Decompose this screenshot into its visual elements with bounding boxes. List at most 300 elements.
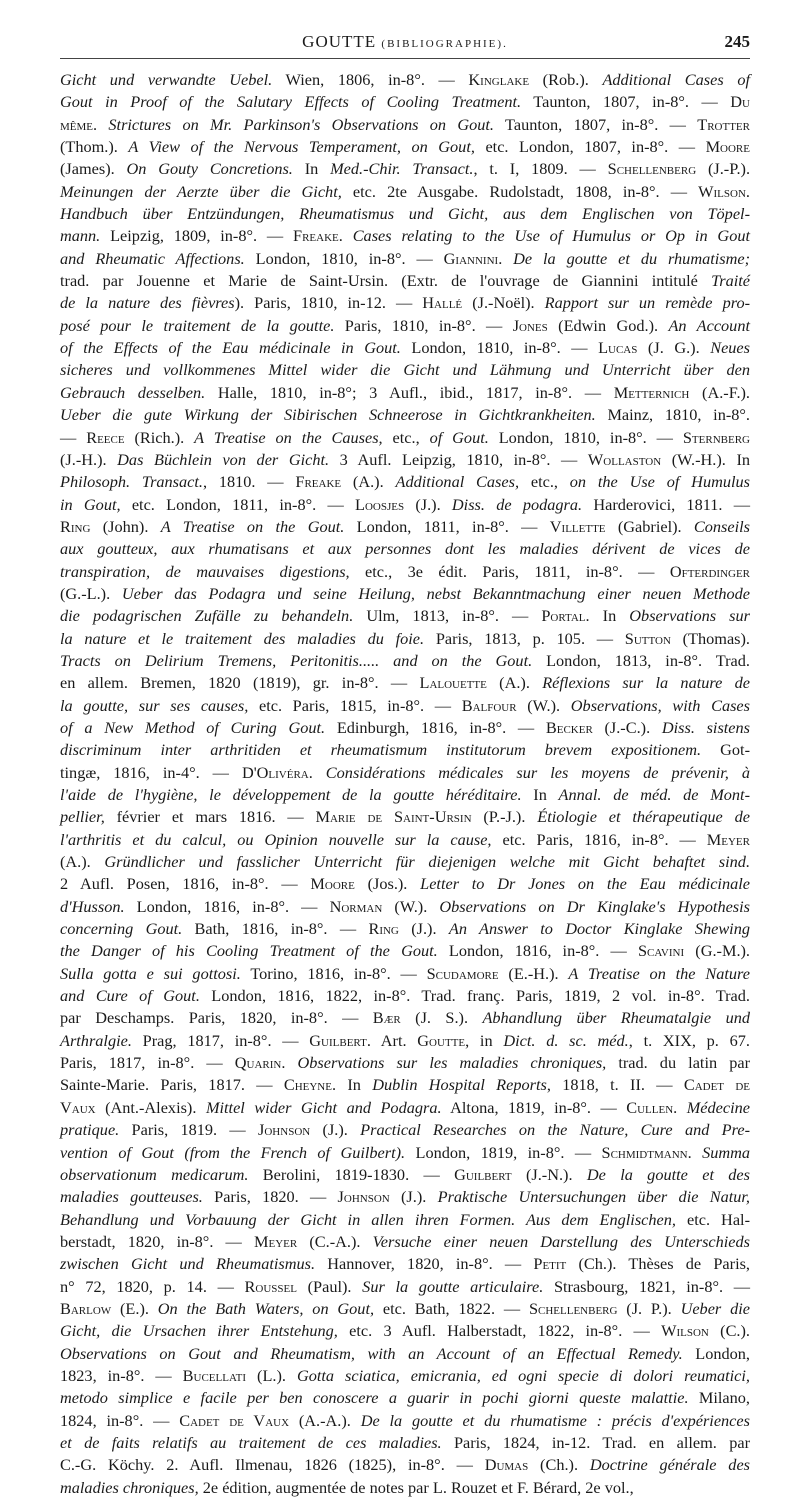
author-name: Roussel <box>244 1276 297 1296</box>
italic-title: Gebrauch desselben. <box>60 382 206 402</box>
italic-title: maladies goutteuses. <box>60 1187 203 1207</box>
author-name: Bær <box>372 1008 401 1028</box>
text-segment: , in <box>465 1030 504 1050</box>
text-segment: (Jos.). <box>354 874 421 894</box>
author-name: Lucas <box>598 338 638 358</box>
text-line <box>60 1410 750 1432</box>
italic-title: vention of Gout (from the French of Guilbert). <box>60 1142 406 1162</box>
text-line <box>60 225 750 247</box>
author-name: Meyer <box>254 1231 298 1251</box>
author-name: Barlow <box>60 1298 112 1318</box>
text-line <box>60 1432 750 1454</box>
italic-title: Ueber die gute Wirkung der Sibirischen Schneerose in Gichtkrankheiten. <box>60 405 596 425</box>
italic-title: Versuche einer neuen Darstellung des Unterschieds <box>372 1231 751 1251</box>
text-segment: trad. par Jouenne et Marie de Saint-Ursin. (Extr. de l'ouvrage de Giannini intitulé <box>60 271 712 291</box>
text-line <box>60 1007 750 1029</box>
italic-title: Philosoph. Transact. <box>60 472 203 492</box>
author-name: Wilson <box>661 1321 709 1341</box>
italic-title: Rapport sur un remède pro- <box>544 293 751 313</box>
text-segment: trad. du latin par <box>606 1053 751 1073</box>
text-segment: etc. London, 1807, in-8°. — <box>474 137 706 157</box>
italic-title: Observations sur les maladies chroniques, <box>297 1053 607 1073</box>
text-segment: Paris, 1813, p. 105. — <box>424 628 625 648</box>
text-line <box>60 494 750 516</box>
italic-title: on the Use of Humulus <box>569 472 750 492</box>
italic-title: Praktische Untersuchungen über die Natur, <box>437 1187 750 1207</box>
text-segment: etc. 2te Ausgabe. Rudolstadt, 1808, in-8°. — <box>341 181 699 201</box>
italic-title: Gicht und verwandte Uebel. <box>60 70 273 89</box>
text-segment: par Deschamps. Paris, 1820, in-8°. — <box>60 1008 373 1028</box>
italic-title: Ueber das Podagra und seine Heilung, nebst Bekanntmachung einer neuen Methode <box>121 583 751 603</box>
text-segment: (J. S.). <box>400 1008 483 1028</box>
text-segment: In <box>521 785 559 804</box>
italic-title: Observations on Gout and Rheumatism, with an Account of an Effectual Remedy. <box>60 1343 683 1363</box>
italic-title: observationum medicarum. <box>60 1164 249 1184</box>
text-segment: (A.). <box>341 472 396 492</box>
author-name: D'Olivéra <box>241 762 309 782</box>
italic-title: De la goutte et du rhumatisme : précis d'expériences <box>360 1410 750 1430</box>
text-line <box>60 158 750 180</box>
text-segment: Leipzig, 1809, in-8°. — <box>100 226 294 246</box>
text-segment: (Thomas). <box>670 628 751 648</box>
italic-title: Med.-Chir. Transact. <box>330 159 474 179</box>
text-segment: (James). <box>60 159 127 179</box>
italic-title: Practical Researches on the Nature, Cure and Pre- <box>360 1120 750 1140</box>
text-line <box>60 1186 750 1208</box>
italic-title: A Treatise on the Causes, <box>194 427 383 447</box>
text-segment: — <box>60 427 87 447</box>
italic-title: of the Effects of the Eau médicinale in Gout. <box>60 338 401 358</box>
text-line <box>60 1209 750 1231</box>
text-segment: London, 1810, in-8°. — <box>400 338 599 358</box>
text-line <box>60 1298 750 1320</box>
italic-title: Cases relating to the Use of Humulus or Op in Gout <box>352 226 750 246</box>
text-line <box>60 873 750 895</box>
italic-title: Letter to Dr Jones on the Eau médicinale <box>420 874 750 894</box>
text-line <box>60 69 750 91</box>
text-segment: etc. Hal- <box>675 1209 750 1229</box>
italic-title: On Gouty Concretions. <box>126 159 293 179</box>
text-line <box>60 1142 750 1164</box>
text-line <box>60 136 750 158</box>
italic-title: Additional Cases, <box>395 472 520 492</box>
italic-title: A Treatise on the Nature <box>568 963 750 983</box>
italic-title: A Treatise on the Gout. <box>160 516 345 536</box>
text-segment: . <box>281 1053 298 1073</box>
author-name: Becker <box>545 717 593 737</box>
author-name: Schellenberg <box>528 1298 618 1318</box>
italic-title: Additional Cases of <box>602 70 750 89</box>
text-segment: London, 1813, in-8°. Trad. <box>532 650 750 670</box>
text-segment: (W.). <box>516 695 571 715</box>
italic-title: Étiologie et thérapeutique de <box>537 807 750 827</box>
text-line <box>60 1052 750 1074</box>
text-line <box>60 829 750 851</box>
italic-title: of Gout. <box>429 427 489 447</box>
text-segment: London, 1811, in-8°. — <box>344 516 550 536</box>
text-segment: etc. Bath, 1822. — <box>374 1298 529 1318</box>
text-segment: (Ch.). Thèses de Paris, <box>566 1254 750 1274</box>
author-name: Metternich <box>613 382 690 402</box>
text-segment: (P.-J.). <box>471 807 538 827</box>
author-name: Du <box>730 92 750 112</box>
text-segment: London, <box>682 1343 750 1363</box>
author-name: Johnson <box>337 1187 390 1207</box>
text-line <box>60 292 750 314</box>
author-name: Norman <box>329 896 383 916</box>
text-segment: (A.). <box>60 852 105 872</box>
text-segment: etc. Paris, 1816, in-8°. — <box>491 829 707 849</box>
italic-title: et de faits relatifs au traitement de ces maladies. <box>60 1432 442 1452</box>
text-segment: Paris, 1819. — <box>119 1120 259 1140</box>
text-line <box>60 404 750 426</box>
text-segment: London, 1810, in-8°. — <box>488 427 683 447</box>
italic-title: Sulla gotta e sui gottosi. <box>60 963 241 983</box>
text-line <box>60 605 750 627</box>
text-segment: (J.). <box>404 494 452 514</box>
italic-title: concerning Gout. <box>60 919 183 939</box>
text-line <box>60 650 750 672</box>
text-line <box>60 985 750 1007</box>
italic-title: Dublin Hospital Reports <box>372 1075 547 1095</box>
text-segment: . In <box>585 606 630 626</box>
italic-title: de la nature des fièvres <box>60 293 235 313</box>
text-segment: (J.-P.). <box>696 159 751 179</box>
text-segment: Paris, 1820. — <box>202 1187 338 1207</box>
text-line <box>60 918 750 940</box>
italic-title: Annal. de méd. de Mont- <box>558 785 751 804</box>
subtitle-text: (BIBLIOGRAPHIE). <box>381 38 508 50</box>
italic-title: De la goutte et des <box>586 1164 750 1184</box>
text-segment: tingæ, 1816, in-4°. — <box>60 762 242 782</box>
text-segment: Paris, 1817, in-8°. — <box>60 1053 235 1073</box>
author-name: Vaux <box>60 1097 96 1117</box>
text-segment: (Rob.). <box>529 70 603 89</box>
italic-title: sicheres und vollkommenes Mittel wider die Gicht und Lähmung und Unterricht über den <box>60 360 750 380</box>
text-segment: (A.-A.). <box>289 1410 361 1430</box>
text-segment: Mainz, 1810, in-8°. <box>595 405 750 425</box>
text-segment: (G.-M.). <box>684 941 751 961</box>
italic-title: Conseils <box>693 516 750 536</box>
text-segment: Bath, 1816, in-8°. — <box>182 919 369 939</box>
title-text: GOUTTE <box>302 32 377 51</box>
text-segment: In <box>292 159 331 179</box>
italic-title: Das Büchlein von der Gicht. <box>117 449 330 469</box>
text-segment: (Ant.-Alexis). <box>95 1097 206 1117</box>
italic-title: pratique. <box>60 1120 120 1140</box>
text-segment: , t. XIX, p. 67. <box>628 1030 750 1050</box>
text-line <box>60 1365 750 1387</box>
running-header <box>60 30 750 59</box>
text-segment: Prag, 1817, in-8°. — <box>131 1030 310 1050</box>
italic-title: maladies chroniques, <box>60 1477 199 1497</box>
text-segment: (W.-H.). In <box>661 449 751 469</box>
text-line <box>60 203 750 225</box>
text-line <box>60 628 750 650</box>
italic-title: aux goutteux, aux rhumatisans et aux personnes dont les maladies dérivent de vices de <box>60 539 750 559</box>
text-segment: (Gabriel). <box>605 516 694 536</box>
author-name: Kinglake <box>468 70 530 89</box>
italic-title: Doctrine générale des <box>589 1455 751 1475</box>
italic-title: Handbuch über Entzündungen, Rheumatismus und Gicht, aus dem Englischen von Töpel- <box>60 204 750 224</box>
italic-title: the Danger of his Cooling Treatment of the Gout. <box>60 941 438 961</box>
italic-title: Summa <box>702 1142 750 1162</box>
text-line <box>60 695 750 717</box>
running-title <box>60 32 750 52</box>
text-line <box>60 762 750 784</box>
author-name: Goutte <box>417 1030 466 1050</box>
author-name: Moore <box>705 137 750 157</box>
text-segment: . Art. <box>366 1030 418 1050</box>
text-segment: Sainte-Marie. Paris, 1817. — <box>60 1075 284 1095</box>
author-name: Sternberg <box>682 427 750 447</box>
text-segment: Hannover, 1820, in-8°. — <box>315 1254 534 1274</box>
text-segment: 3 Aufl. Leipzig, 1810, in-8°. — <box>329 449 588 469</box>
text-line <box>60 1074 750 1096</box>
text-segment: (John). <box>90 516 161 536</box>
author-name: Giannini <box>443 248 499 268</box>
text-segment: (G.-L.). <box>60 583 122 603</box>
text-segment: London, 1816, in-8°. — <box>124 896 330 916</box>
italic-title: A View of the Nervous Temperament, on Gout, <box>128 137 475 157</box>
text-line <box>60 784 750 806</box>
text-line <box>60 806 750 828</box>
italic-title: l'aide de l'hygiène, le développement de la goutte héréditaire. <box>60 785 522 804</box>
text-line <box>60 382 750 404</box>
text-segment: , 1810. — <box>202 472 296 492</box>
text-segment: (J. G.). <box>637 338 711 358</box>
author-name: Freake <box>295 472 342 492</box>
text-segment: (A.-F.). <box>689 382 751 402</box>
text-line <box>60 583 750 605</box>
italic-title: and Cure of Gout. <box>60 986 200 1006</box>
text-segment: (E.). <box>111 1298 158 1318</box>
italic-title: Diss. de podagra. <box>451 494 583 514</box>
text-segment: , t. I, 1809. — <box>473 159 608 179</box>
italic-title: Médecine <box>686 1097 751 1117</box>
text-segment: 1823, in-8°. — <box>60 1365 183 1385</box>
text-segment: (C.-A.). <box>297 1231 373 1251</box>
text-segment: en allem. Bremen, 1820 (1819), gr. in-8°. — <box>60 673 420 693</box>
text-segment: (L.). <box>246 1365 297 1385</box>
italic-title: Observations, with Cases <box>570 695 750 715</box>
text-segment: 2 Aufl. Posen, 1816, in-8°. — <box>60 874 311 894</box>
text-segment: . In <box>331 1075 373 1095</box>
text-line <box>60 315 750 337</box>
text-segment: n° 72, 1820, p. 14. — <box>60 1276 245 1296</box>
text-segment: février et mars 1816. — <box>104 807 316 827</box>
italic-title: Sur la goutte articulaire. <box>362 1276 544 1296</box>
author-name: Freake <box>293 226 339 246</box>
text-segment: (Thom.). <box>60 137 129 157</box>
italic-title: Dict. d. sc. méd. <box>503 1030 629 1050</box>
text-line <box>60 1253 750 1275</box>
text-segment: etc., <box>519 472 570 492</box>
author-name: Balfour <box>461 695 517 715</box>
text-segment: (J.-H.). <box>60 449 118 469</box>
text-line <box>60 672 750 694</box>
author-name: Dumas <box>484 1455 529 1475</box>
text-segment: (W.). <box>382 896 440 916</box>
italic-title: Gicht, die Ursachen ihrer Entstehung, <box>60 1321 338 1341</box>
text-line <box>60 1477 750 1499</box>
author-name: Scavini <box>637 941 685 961</box>
italic-title: Meinungen der Aerzte über die Gicht, <box>60 181 342 201</box>
italic-title: Observations sur <box>629 606 751 626</box>
italic-title: and Rheumatic Affections. <box>60 248 245 268</box>
italic-title: mann. <box>60 226 101 246</box>
text-segment: London, 1810, in-8°. — <box>244 248 444 268</box>
italic-title: Gründlicher und fasslicher Unterricht für diejenigen welche mit Gicht behaftet sind. <box>104 852 751 872</box>
text-line <box>60 449 750 471</box>
author-name: Villette <box>549 516 606 536</box>
author-name: Ring <box>368 919 399 939</box>
text-line <box>60 1030 750 1052</box>
text-line <box>60 1276 750 1298</box>
italic-title: Ueber die <box>680 1298 750 1318</box>
text-line <box>60 1387 750 1409</box>
author-name: Marie de Saint-Ursin <box>315 807 472 827</box>
author-name: Reece <box>86 427 125 447</box>
text-line <box>60 471 750 493</box>
text-segment: Berolini, 1819-1830. — <box>248 1164 455 1184</box>
author-name: Moore <box>310 874 355 894</box>
text-segment: Paris, 1824, in-12. Trad. en allem. par <box>441 1432 750 1452</box>
italic-title: An Account <box>668 315 750 335</box>
text-line <box>60 1119 750 1141</box>
author-name: Quarin <box>234 1053 282 1073</box>
text-line <box>60 1343 750 1365</box>
text-segment: (Ch.). <box>528 1455 590 1475</box>
text-segment: (C.). <box>708 1321 750 1341</box>
text-segment: , 1818, t. II. — <box>546 1075 684 1095</box>
italic-title: An Answer to Doctor Kinglake Shewing <box>448 919 750 939</box>
text-segment: etc. 3 Aufl. Halberstadt, 1822, in-8°. — <box>337 1321 662 1341</box>
text-segment: (J.). <box>398 919 449 939</box>
text-line <box>60 516 750 538</box>
text-segment: . <box>338 226 353 246</box>
text-segment: . <box>498 248 514 268</box>
italic-title: Réflexions sur la nature de <box>542 673 751 693</box>
italic-title: of a New Method of Curing Gout. <box>60 717 326 737</box>
italic-title: Mittel wider Gicht and Podagra. <box>205 1097 442 1117</box>
text-segment: 1824, in-8°. — <box>60 1410 180 1430</box>
text-segment: London, 1816, 1822, in-8°. Trad. franç. Paris, 1819, 2 vol. in-8°. Trad. <box>199 986 750 1006</box>
author-name: Meyer <box>706 829 750 849</box>
author-name: Cheyne <box>283 1075 332 1095</box>
italic-title: De la goutte et du rhumatisme; <box>513 248 751 268</box>
text-segment: (J.). <box>389 1187 438 1207</box>
text-segment: (Paul). <box>296 1276 363 1296</box>
italic-title: posé pour le traitement de la goutte. <box>60 315 335 335</box>
italic-title: Arthralgie. <box>60 1030 132 1050</box>
author-name: Schmidtmann <box>601 1142 688 1162</box>
italic-title: l'arthritis et du calcul, ou Opinion nouvelle sur la cause, <box>60 829 492 849</box>
italic-title: Neues <box>710 338 750 358</box>
author-name: Wollaston <box>587 449 662 469</box>
italic-title: On the Bath Waters, on Gout, <box>157 1298 375 1318</box>
author-name: Scudamore <box>426 963 499 983</box>
text-segment: . <box>687 1142 703 1162</box>
author-name: Lalouette <box>419 673 487 693</box>
text-segment: etc., 3e édit. Paris, 1811, in-8°. — <box>349 561 670 581</box>
text-line <box>60 561 750 583</box>
text-line <box>60 538 750 560</box>
italic-title: d'Husson. <box>60 896 125 916</box>
text-line <box>60 896 750 918</box>
text-line <box>60 940 750 962</box>
italic-title: Observations on Dr Kinglake's Hypothesis <box>439 896 751 916</box>
author-name: Wilson <box>698 181 746 201</box>
italic-title: Gotta sciatica, emicrania, ed ogni specie di dolori reumatici, <box>296 1365 750 1385</box>
author-name: Ring <box>60 516 91 536</box>
text-line <box>60 1320 750 1342</box>
author-name: Bucellati <box>182 1365 247 1385</box>
italic-title: pellier, <box>60 807 105 827</box>
text-segment: etc. Paris, 1815, in-8°. — <box>248 695 462 715</box>
text-segment: ). Paris, 1810, in-12. — <box>234 293 423 313</box>
text-line <box>60 427 750 449</box>
text-line <box>60 1097 750 1119</box>
text-segment: (J.-C.). <box>592 717 662 737</box>
page-number: 245 <box>724 32 750 51</box>
italic-title: Tracts on Delirium Tremens, Peritonitis..... and on the Gout. <box>60 650 533 670</box>
text-segment: (J.). <box>310 1120 361 1140</box>
text-segment: Taunton, 1807, in-8°. — <box>521 92 731 112</box>
text-segment: Milano, <box>688 1388 750 1408</box>
author-name: Cadet de Vaux <box>179 1410 290 1430</box>
text-segment: Got- <box>701 740 750 760</box>
author-name: Portal <box>541 606 586 626</box>
text-segment: . <box>93 114 109 134</box>
author-name: Guilbert <box>454 1164 512 1184</box>
text-segment: (Edwin God.). <box>547 315 669 335</box>
italic-title: Traité <box>711 271 750 291</box>
bibliography-text <box>60 69 750 1499</box>
italic-title: Gout in Proof of the Salutary Effects of Cooling Treatment. <box>60 92 522 112</box>
italic-title: Behandlung und Vorbauung der Gicht in allen ihren Formen. Aus dem Englischen, <box>60 1209 676 1229</box>
text-line <box>60 337 750 359</box>
italic-title: Abhandlung über Rheumatalgie und <box>482 1008 750 1028</box>
text-segment: Paris, 1810, in-8°. — <box>334 315 513 335</box>
text-line <box>60 114 750 136</box>
text-segment: Halle, 1810, in-8°; 3 Aufl., ibid., 1817, in-8°. — <box>205 382 614 402</box>
text-line <box>60 739 750 761</box>
text-segment: . <box>745 181 750 201</box>
italic-title: in Gout, <box>60 494 121 514</box>
author-name: Schellenberg <box>607 159 697 179</box>
text-line <box>60 1231 750 1253</box>
text-segment: etc. London, 1811, in-8°. — <box>120 494 355 514</box>
italic-title: la goutte, sur ses causes, <box>60 695 249 715</box>
text-line <box>60 717 750 739</box>
text-segment: Altona, 1819, in-8°. — <box>441 1097 627 1117</box>
author-name: Sutton <box>624 628 671 648</box>
text-segment: . <box>308 762 326 782</box>
text-segment: Taunton, 1807, in-8°. — <box>494 114 698 134</box>
text-line <box>60 1454 750 1476</box>
author-name: Ofterdinger <box>669 561 751 581</box>
text-segment: (A.). <box>486 673 543 693</box>
text-segment: etc., <box>382 427 430 447</box>
text-line <box>60 359 750 381</box>
text-segment: Ulm, 1813, in-8°. — <box>353 606 542 626</box>
text-segment: Strasbourg, 1821, in-8°. — <box>543 1276 751 1296</box>
text-segment: (J.-N.). <box>511 1164 587 1184</box>
text-segment: Wien, 1806, in-8°. — <box>272 70 469 89</box>
italic-title: zwischen Gicht und Rheumatismus. <box>60 1254 316 1274</box>
author-name: Guilbert <box>309 1030 367 1050</box>
